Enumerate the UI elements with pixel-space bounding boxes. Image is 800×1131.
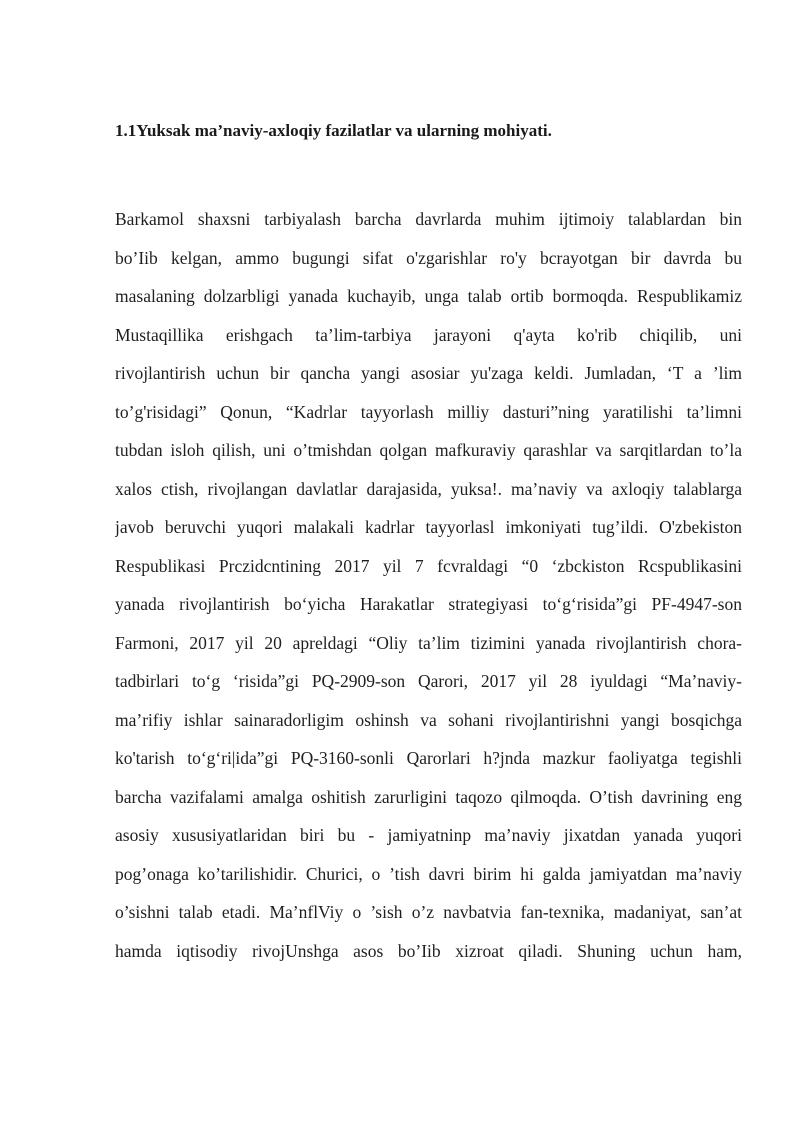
paragraph-line: asosiy xususiyatlaridan biri bu - jamiyatninp ma’naviy jixatdan yanada yuqori — [115, 825, 742, 845]
body-paragraph — [115, 206, 742, 976]
paragraph-line: Barkamol shaxsni tarbiyalash barcha davrlarda muhim ijtimoiy talablardan bin — [115, 209, 742, 229]
paragraph-line: rivojlantirish uchun bir qancha yangi asosiar yu'zaga keldi. Jumladan, ‘T a ’lim — [115, 363, 742, 383]
paragraph-line: to’g'risidagi” Qonun, “Kadrlar tayyorlash milliy dasturi”ning yaratilishi ta’limni — [115, 401, 742, 422]
paragraph-line: pog’onaga ko’tarilishidir. Churici, o ’tish davri birim hi galda jamiyatdan ma’naviy — [115, 863, 742, 884]
paragraph-line: bo’Iib kelgan, ammo bugungi sifat o'zgarishlar ro'y bcrayotgan bir davrda bu — [115, 247, 742, 268]
paragraph-line: o’sishni talab etadi. Ma’nflViy o ’sish o’z navbatvia fan-texnika, madaniyat, san’at — [115, 902, 742, 922]
paragraph-line: ko'tarish to‘g‘ri|ida”gi PQ-3160-sonli Qarorlari h?jnda mazkur faoliyatga tegishli — [115, 748, 742, 768]
paragraph-line: javob beruvchi yuqori malakali kadrlar tayyorlasl imkoniyati tug’ildi. O'zbekiston — [115, 517, 742, 537]
paragraph-line: barcha vazifalami amalga oshitish zarurligini taqozo qilmoqda. O’tish davrining eng — [115, 786, 742, 807]
paragraph-line: xalos ctish, rivojlangan davlatlar darajasida, yuksa!. ma’naviy va axloqiy talablarga — [115, 478, 742, 499]
paragraph-line: Mustaqillika erishgach ta’lim-tarbiya jarayoni q'ayta ko'rib chiqilib, uni — [115, 324, 742, 345]
paragraph-line: Farmoni, 2017 yil 20 apreldagi “Oliy ta’lim tizimini yanada rivojlantirish chora- — [115, 632, 742, 653]
paragraph-line: masalaning dolzarbligi yanada kuchayib, unga talab ortib bormoqda. Respublikamiz — [115, 286, 742, 306]
paragraph-line: yanada rivojlantirish bo‘yicha Harakatlar strategiyasi to‘g‘risida”gi PF-4947-son — [115, 594, 742, 614]
paragraph-line: ma’rifiy ishlar sainaradorligim oshinsh va sohani rivojlantirishni yangi bosqichga — [115, 709, 742, 730]
paragraph-line: tubdan isloh qilish, uni o’tmishdan qolgan mafkuraviy qarashlar va sarqitlardan to’la — [115, 440, 742, 460]
section-heading: 1.1Yuksak ma’naviy-axloqiy fazilatlar va ularning mohiyati. — [115, 121, 552, 140]
paragraph-line: Respublikasi Prczidcntining 2017 yil 7 fcvraldagi “0 ‘zbckiston Rcspublikasini — [115, 555, 742, 576]
paragraph-line: hamda iqtisodiy rivojUnshga asos bo’Iib xizroat qiladi. Shuning uchun ham, — [115, 940, 742, 961]
paragraph-line: tadbirlari to‘g ‘risida”gi PQ-2909-son Qarori, 2017 yil 28 iyuldagi “Ma’naviy- — [115, 671, 742, 691]
